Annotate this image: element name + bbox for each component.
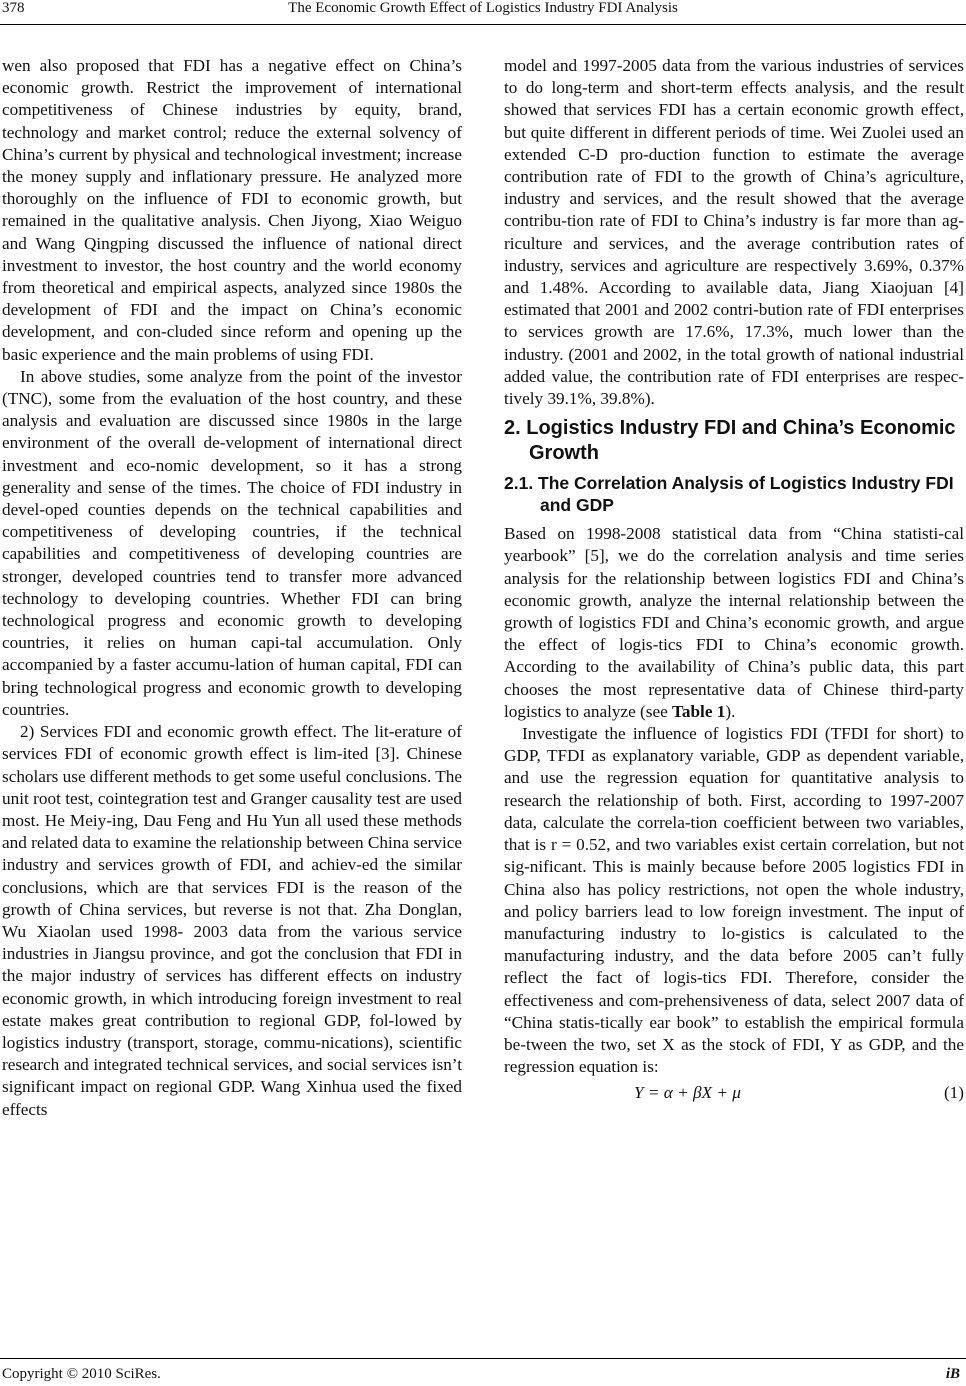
regression-equation: Y = α + βX + μ <box>634 1083 741 1103</box>
footer-rule <box>0 1358 966 1359</box>
section-heading: 2. Logistics Industry FDI and China’s Economic Growth <box>504 417 956 465</box>
copyright-notice: Copyright © 2010 SciRes. <box>2 1366 161 1382</box>
left-column <box>2 55 462 1121</box>
right-column <box>504 55 964 1110</box>
left-paragraph-2: In above studies, some analyze from the point of the investor (TNC), some from the evaluation of the host country, and these analysis and evaluation are discussed since 1980s in the large environment of the overall de-velopment of international direct investment and eco-nomic development, so it has a strong generality and sense of the times. The choice of FDI industry in devel-oped counties depends on the technical capabilities and competitiveness of developing countries, if the technical capabilities and competitiveness of developing countries are stronger, developed countries tend to transfer more advanced technology to developing countries. Whether FDI can bring technological progress and economic growth to developing countries, it relies on human capi-tal accumulation. Only accompanied by a faster accumu-lation of human capital, FDI can bring technological progress and economic growth to developing countries. <box>2 366 462 719</box>
subsection-heading: 2.1. The Correlation Analysis of Logistics Industry FDI and GDP <box>504 473 954 516</box>
journal-abbreviation: iB <box>945 1366 960 1382</box>
left-paragraph-3: 2) Services FDI and economic growth effect. The lit-erature of services FDI of economic growth effect is lim-ited [3]. Chinese scholars use different methods to get some useful conclusions. The unit root test, cointegration test and Granger causality test are used most. He Meiy-ing, Dau Feng and Hu Yun all used these methods and related data to examine the relationship between China service industry and services growth of FDI, and achiev-ed the similar conclusions, which are that services FDI is the reason of the growth of China services, but reverse is not that. Zha Donglan, Wu Xiaolan used 1998- 2003 data from the various service industries in Jiangsu province, and got the conclusion that FDI in the major industry of services has different effects on industry economic growth, in which introducing foreign investment to real estate makes great contribution to regional GDP, fol-lowed by logistics industry (transport, storage, commu-nications), scientific research and integrated technical services, and social services isn’t significant impact on regional GDP. Wang Xinhua used the fixed effects <box>2 722 462 1119</box>
left-paragraph-1: wen also proposed that FDI has a negative effect on China’s economic growth. Restrict the improvement of international competitiveness of Chinese industries by equity, brand, technology and market control; reduce the external solvency of China’s current by physical and technological investment; increase the money supply and inflationary pressure. He analyzed more thoroughly on the influence of FDI to economic growth, but remained in the qualitative analysis. Chen Jiyong, Xiao Weiguo and Wang Qingping discussed the influence of national direct investment to investor, the host country and the world economy from theoretical and empirical aspects, analyzed since 1980s the development of FDI and the impact on China’s economic development, and con-cluded since reform and opening up the basic experience and the main problems of using FDI. <box>2 56 462 364</box>
paragraph-text: Based on 1998-2008 statistical data from “China statisti-cal yearbook” [5], we do the correlation analysis and time series analysis for the relationship between logistics FDI and China’s economic growth, analyze the internal relationship between the growth of logistics FDI and China’s economic growth, and argue the effect of logis-tics FDI to China’s economic growth. According to the availability of China’s public data, this part chooses the most representative data of Chinese third-party logistics to analyze (see <box>504 524 964 721</box>
running-title: The Economic Growth Effect of Logistics Industry FDI Analysis <box>288 0 678 16</box>
right-paragraph-2 <box>504 523 964 723</box>
equation-row <box>504 1080 964 1110</box>
header-rule <box>0 24 966 25</box>
right-paragraph-3: Investigate the influence of logistics FDI (TFDI for short) to GDP, TFDI as explanatory variable, GDP as dependent variable, and use the regression equation for quantitative analysis to research the relationship of both. First, according to 1997-2007 data, calculate the correla-tion coefficient between two variables, that is r = 0.52, and two variables exist certain correlation, but not sig-nificant. This is mainly because before 2005 logistics FDI in China also has policy restrictions, not open the whole industry, and policy barriers lead to low foreign investment. The input of manufacturing industry to lo-gistics is calculated to the manufacturing industry, and the data before 2005 can’t fully reflect the fact of logis-tics FDI. Therefore, consider the effectiveness and com-prehensiveness of data, select 2007 data of “China statis-tically ear book” to establish the empirical formula be-tween the two, set X as the stock of FDI, Y as GDP, and the regression equation is: <box>504 724 964 1077</box>
table-reference: Table 1 <box>672 701 726 721</box>
page-number: 378 <box>2 0 25 16</box>
page-header <box>0 0 966 24</box>
equation-number: (1) <box>943 1083 964 1103</box>
right-paragraph-1: model and 1997-2005 data from the various industries of services to do long-term and short-term effects analysis, and the result showed that services FDI has a certain economic growth effect, but quite different in different periods of time. Wei Zuolei used an extended C-D pro-duction function to estimate the average contribution rate of FDI to the growth of China’s agriculture, industry and services, and the result showed that the average contribu-tion rate of FDI to China’s industry is far more than ag-riculture and services, and the average contribution rates of industry, services and agriculture are respectively 3.69%, 0.37% and 1.48%. According to available data, Jiang Xiaojuan [4] estimated that 2001 and 2002 contri-bution rate of FDI enterprises to services growth are 17.6%, 17.3%, much lower than the industry. (2001 and 2002, in the total growth of national industrial added value, the contribution rate of FDI enterprises are respec-tively 39.1%, 39.8%). <box>504 56 964 409</box>
paragraph-text-end: ). <box>725 701 736 721</box>
